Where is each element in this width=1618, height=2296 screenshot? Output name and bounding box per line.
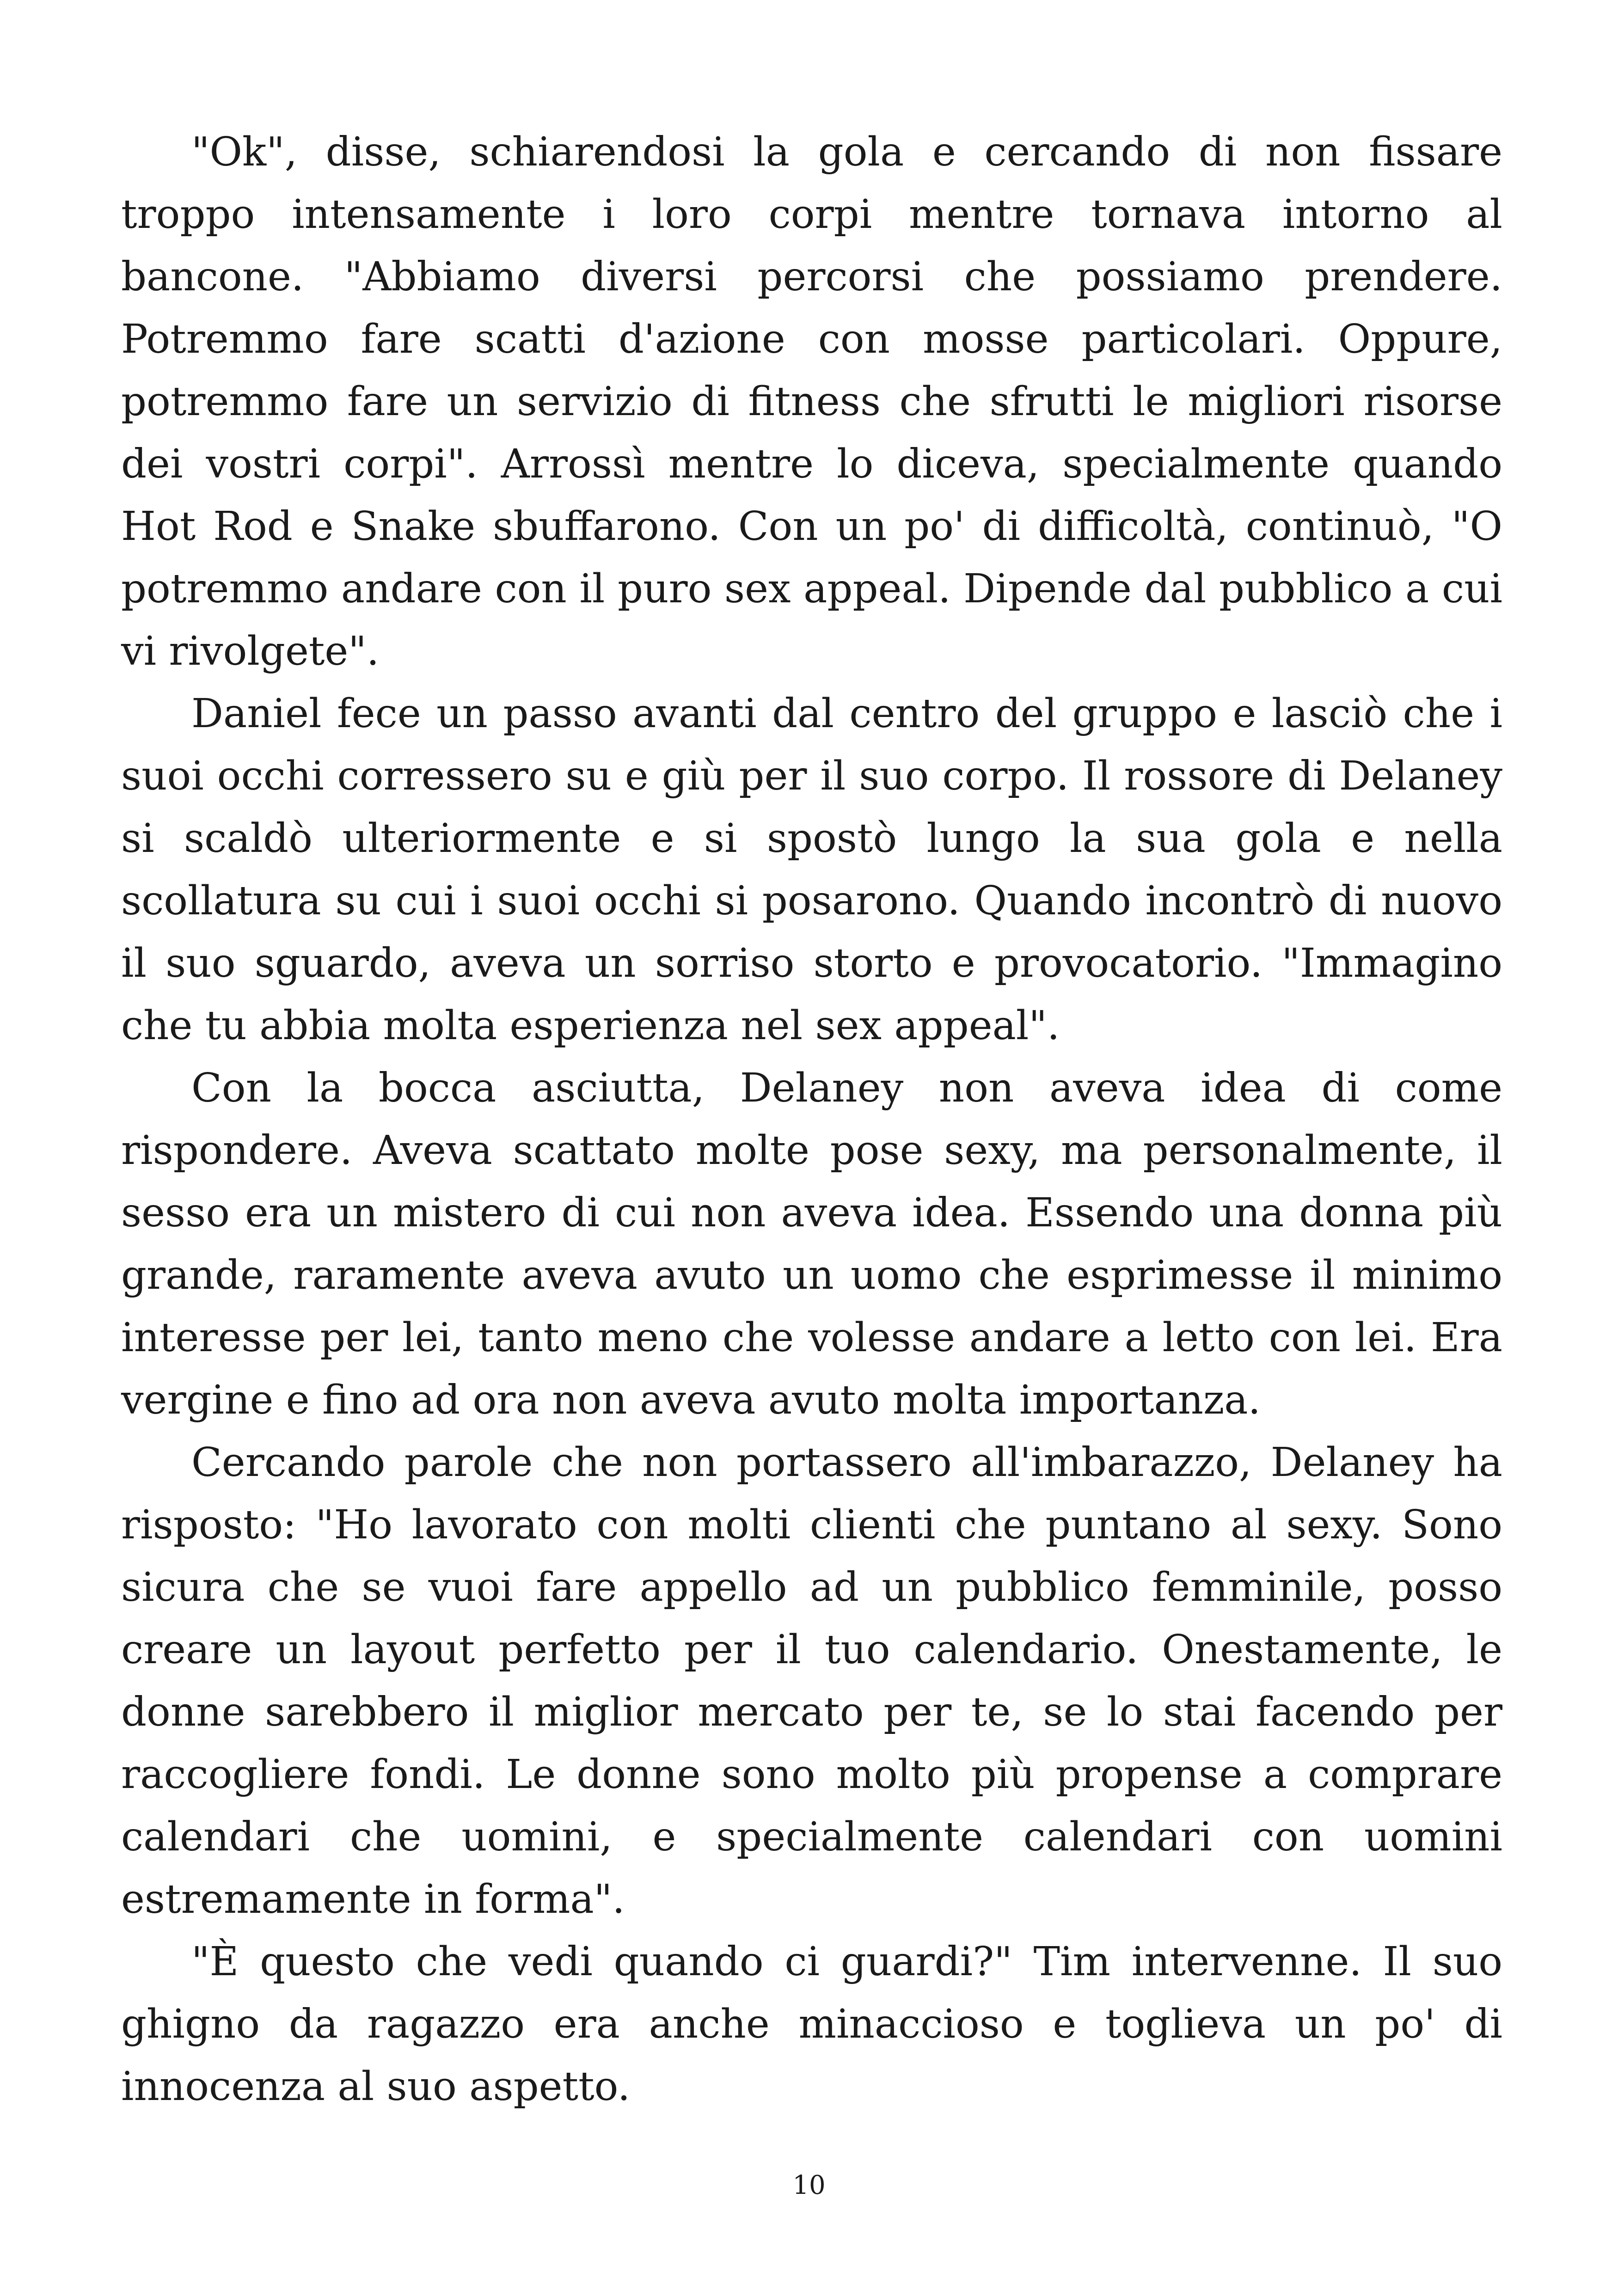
paragraph-4: Cercando parole che non portassero all'imbarazzo, Delaney ha risposto: "Ho lavorato con molti clienti che puntano al sexy. Sono sicura che se vuoi fare appello ad un pubblico femminile, posso creare un layout perfetto per il tuo calendario. Onestamente, le donne sarebbero il miglior mercato per te, se lo stai facendo per raccogliere fondi. Le donne sono molto più propense a comprare calendari che uomini, e specialmente calendari con uomini estremamente in forma". — [121, 1439, 1502, 1923]
paragraph-1: "Ok", disse, schiarendosi la gola e cercando di non fissare troppo intensamente i loro corpi mentre tornava intorno al bancone. "Abbiamo diversi percorsi che possiamo prendere. Potremmo fare scatti d'azione con mosse particolari. Oppure, potremmo fare un servizio di fitness che sfrutti le migliori risorse dei vostri corpi". Arrossì mentre lo diceva, specialmente quando Hot Rod e Snake sbuffarono. Con un po' di difficoltà, continuò, "O potremmo andare con il puro sex appeal. Dipende dal pubblico a cui vi rivolgete". — [121, 129, 1502, 674]
paragraph-5: "È questo che vedi quando ci guardi?" Tim intervenne. Il suo ghigno da ragazzo era anche minaccioso e toglieva un po' di innocenza al suo aspetto. — [121, 1939, 1502, 2110]
paragraph-3: Con la bocca asciutta, Delaney non aveva idea di come rispondere. Aveva scattato molte pose sexy, ma personalmente, il sesso era un mistero di cui non aveva idea. Essendo una donna più grande, raramente aveva avuto un uomo che esprimesse il minimo interesse per lei, tanto meno che volesse andare a letto con lei. Era vergine e fino ad ora non aveva avuto molta importanza. — [121, 1065, 1502, 1423]
body-text — [121, 121, 1502, 2118]
paragraph-2: Daniel fece un passo avanti dal centro del gruppo e lasciò che i suoi occhi corressero su e giù per il suo corpo. Il rossore di Delaney si scaldò ulteriormente e si spostò lungo la sua gola e nella scollatura su cui i suoi occhi si posarono. Quando incontrò di nuovo il suo sguardo, aveva un sorriso storto e provocatorio. "Immagino che tu abbia molta esperienza nel sex appeal". — [121, 691, 1502, 1049]
page-number: 10 — [792, 2170, 826, 2200]
